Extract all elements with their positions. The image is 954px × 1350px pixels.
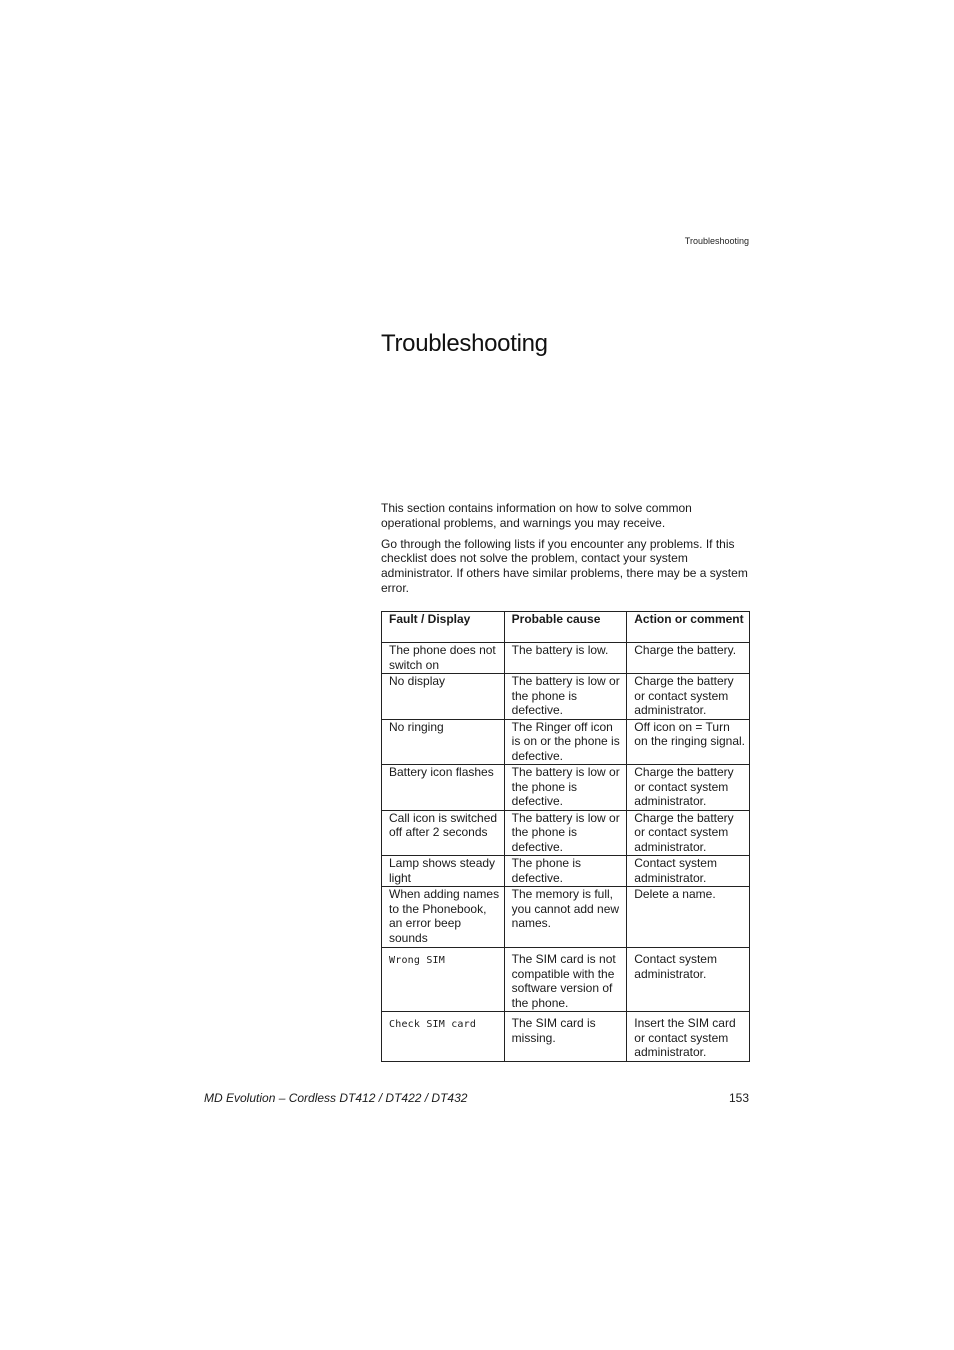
footer-product: MD Evolution – Cordless DT412 / DT422 / DT432 (204, 1091, 468, 1105)
fault-cell: Call icon is switched off after 2 seconds (382, 810, 505, 856)
action-cell: Charge the battery or contact system administrator. (627, 810, 750, 856)
column-header-fault: Fault / Display (382, 612, 505, 643)
page-number: 153 (728, 1091, 749, 1105)
intro-text (381, 501, 751, 602)
fault-cell: No display (382, 674, 505, 720)
fault-cell: Lamp shows steady light (382, 856, 505, 887)
cause-cell: The battery is low or the phone is defective. (504, 810, 627, 856)
table-row (382, 948, 750, 1012)
action-cell: Contact system administrator. (627, 948, 750, 1012)
action-cell: Charge the battery. (627, 643, 750, 674)
action-cell: Charge the battery or contact system administrator. (627, 674, 750, 720)
cause-cell: The battery is low. (504, 643, 627, 674)
table-row (382, 643, 750, 674)
cause-cell: The SIM card is missing. (504, 1012, 627, 1062)
action-cell: Charge the battery or contact system administrator. (627, 765, 750, 811)
table-row (382, 719, 750, 765)
intro-paragraph: Go through the following lists if you encounter any problems. If this checklist does not solve the problem, contact your system administrator. If others have similar problems, there may be a system error. (381, 536, 748, 595)
display-message: Wrong SIM (389, 955, 445, 966)
table-row (382, 856, 750, 887)
fault-cell (382, 1012, 505, 1062)
table-row (382, 887, 750, 948)
troubleshooting-table (381, 611, 750, 1062)
action-cell: Off icon on = Turn on the ringing signal. (627, 719, 750, 765)
running-header: Troubleshooting (684, 236, 749, 246)
action-cell: Contact system administrator. (627, 856, 750, 887)
cause-cell: The SIM card is not compatible with the software version of the phone. (504, 948, 627, 1012)
cause-cell: The battery is low or the phone is defective. (504, 765, 627, 811)
cause-cell: The Ringer off icon is on or the phone is defective. (504, 719, 627, 765)
cause-cell: The phone is defective. (504, 856, 627, 887)
column-header-cause: Probable cause (504, 612, 627, 643)
column-header-action: Action or comment (627, 612, 750, 643)
table-header-row (382, 612, 750, 643)
fault-cell: No ringing (382, 719, 505, 765)
fault-cell (382, 948, 505, 1012)
table-row (382, 1012, 750, 1062)
action-cell: Insert the SIM card or contact system administrator. (627, 1012, 750, 1062)
fault-cell: Battery icon flashes (382, 765, 505, 811)
page-title: Troubleshooting (381, 330, 548, 357)
cause-cell: The memory is full, you cannot add new names. (504, 887, 627, 948)
table-row (382, 765, 750, 811)
cause-cell: The battery is low or the phone is defective. (504, 674, 627, 720)
fault-cell: When adding names to the Phonebook, an error beep sounds (382, 887, 505, 948)
intro-paragraph: This section contains information on how to solve common operational problems, and warnings you may receive. (381, 501, 692, 530)
table-row (382, 674, 750, 720)
table-row (382, 810, 750, 856)
action-cell: Delete a name. (627, 887, 750, 948)
display-message: Check SIM card (389, 1019, 477, 1030)
fault-cell: The phone does not switch on (382, 643, 505, 674)
